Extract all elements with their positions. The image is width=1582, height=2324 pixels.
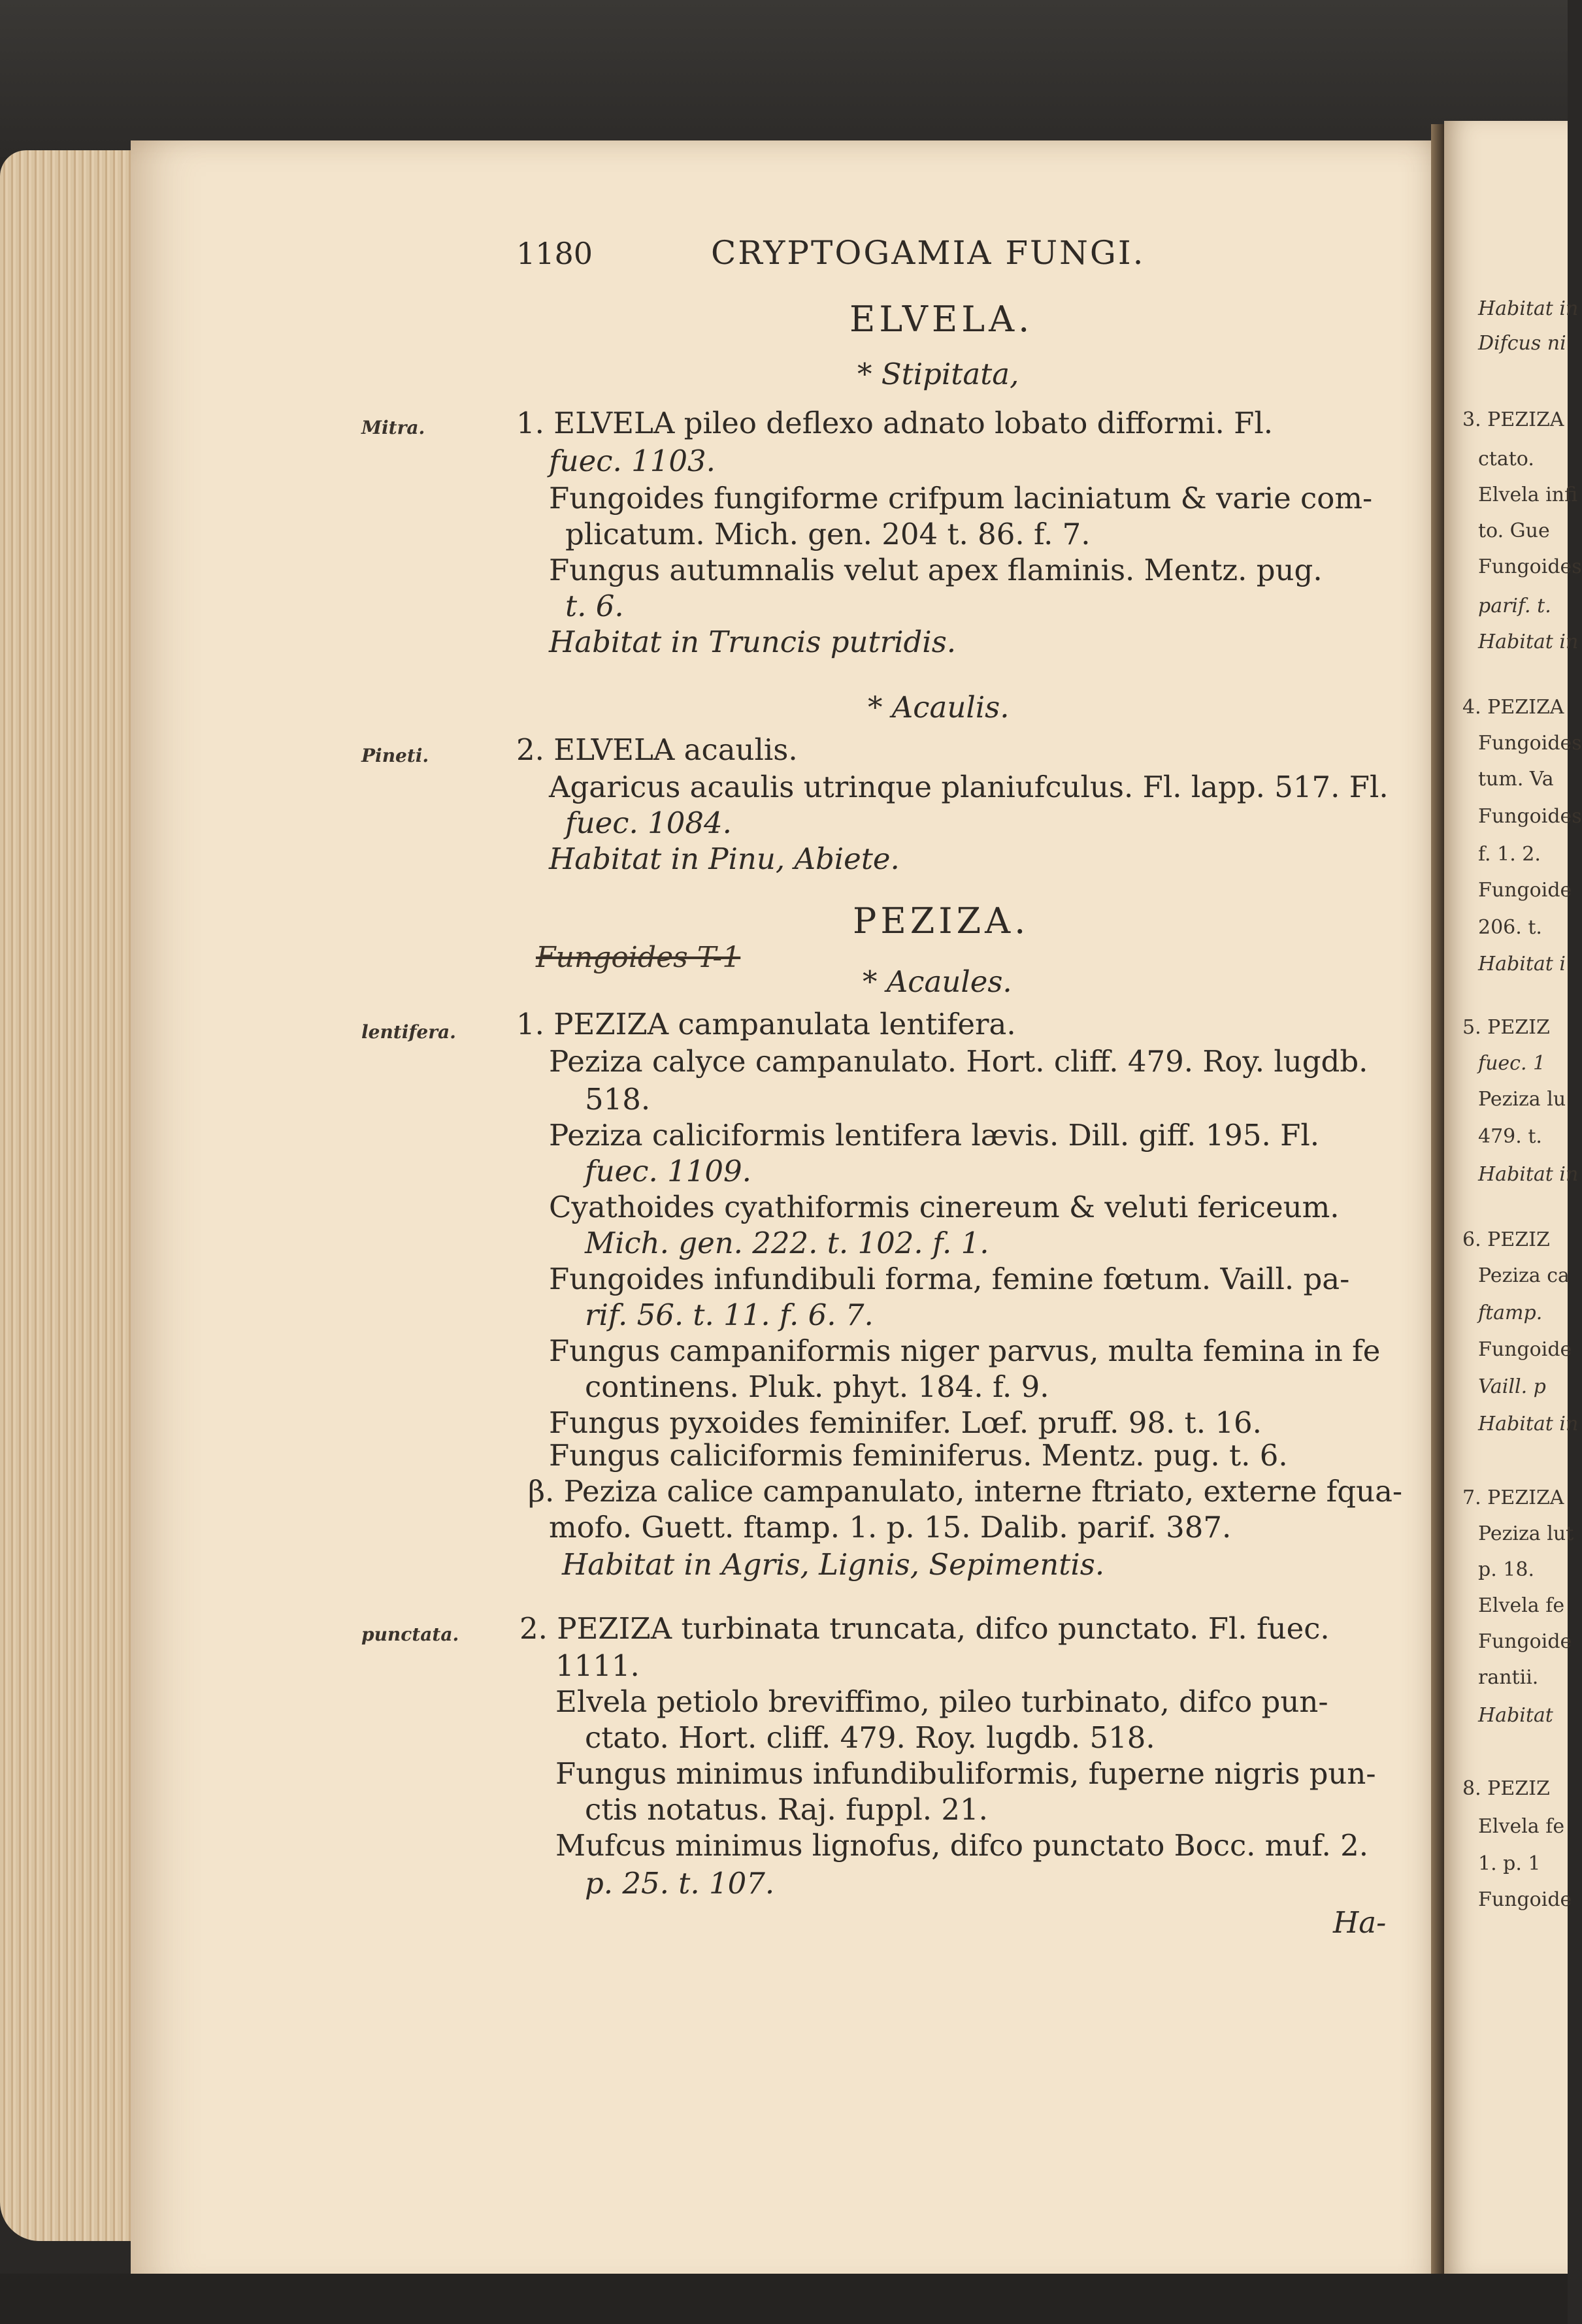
right-fragment: ftamp.	[1478, 1301, 1543, 1324]
right-fragment: Elvela infi	[1478, 483, 1578, 506]
right-fragment: Elvela fe	[1478, 1815, 1565, 1838]
right-fragment: Fungoides	[1478, 805, 1582, 828]
subheading-acaulis: * Acaulis.	[868, 690, 1010, 725]
entry-line: continens. Pluk. phyt. 184. f. 9.	[585, 1369, 1049, 1404]
right-fragment: rantii.	[1478, 1666, 1539, 1689]
right-fragment: Habitat in	[1478, 1163, 1579, 1186]
entry-line: mofo. Guett. ftamp. 1. p. 15. Dalib. parif. 387.	[549, 1510, 1232, 1545]
right-fragment: 5. PEZIZ	[1462, 1016, 1550, 1039]
right-fragment: Peziza ca	[1478, 1264, 1570, 1287]
habitat-line: Habitat in Truncis putridis.	[549, 625, 957, 659]
right-fragment: fuec. 1	[1478, 1052, 1546, 1075]
right-fragment: ctato.	[1478, 448, 1534, 470]
entry-line: Fungoides fungiforme crifpum laciniatum & varie com-	[549, 481, 1373, 516]
right-fragment: tum. Va	[1478, 768, 1554, 791]
entry-line: fuec. 1109.	[585, 1154, 751, 1188]
entry-line: ctato. Hort. cliff. 479. Roy. lugdb. 518.	[585, 1720, 1155, 1755]
right-fragment: Elvela fe	[1478, 1594, 1565, 1617]
bottom-shadow	[0, 2274, 1568, 2324]
right-fragment: 206. t.	[1478, 916, 1542, 939]
right-fragment: Habitat in	[1478, 1413, 1579, 1435]
right-fragment: Peziza lut	[1478, 1522, 1574, 1545]
right-fragment: Habitat	[1478, 1704, 1553, 1727]
background-shadow	[0, 0, 1568, 157]
entry-line: 2. PEZIZA turbinata truncata, difco punctato. Fl. fuec.	[519, 1611, 1330, 1646]
entry-line: 1111.	[555, 1648, 640, 1683]
right-fragment: Habitat in	[1478, 630, 1579, 653]
right-fragment: 7. PEZIZA	[1462, 1486, 1564, 1509]
right-fragment: 4. PEZIZA	[1462, 696, 1564, 719]
entry-line: rif. 56. t. 11. f. 6. 7.	[585, 1298, 874, 1332]
entry-line: p. 25. t. 107.	[585, 1866, 775, 1901]
right-fragment: Fungoide	[1478, 1630, 1572, 1653]
catchword: Ha-	[1333, 1905, 1387, 1940]
right-fragment: Fungoide	[1478, 1338, 1572, 1361]
genus-title-peziza: PEZIZA.	[853, 900, 1030, 941]
right-fragment: p. 18.	[1478, 1558, 1534, 1581]
entry-line: Peziza caliciformis lentifera lævis. Dill. giff. 195. Fl.	[549, 1118, 1320, 1153]
entry-line: plicatum. Mich. gen. 204 t. 86. f. 7.	[565, 517, 1091, 551]
margin-name-lentifera: lentifera.	[361, 1021, 456, 1043]
habitat-line: Habitat in Pinu, Abiete.	[549, 842, 900, 876]
right-fragment: Fungoides	[1478, 555, 1582, 578]
entry-line: Fungoides infundibuli forma, femine fœtum. Vaill. pa-	[549, 1262, 1350, 1296]
right-fragment: Habitat in	[1478, 297, 1579, 320]
entry-line: β. Peziza calice campanulato, interne ftriato, externe fqua-	[528, 1474, 1403, 1509]
right-fragment: Fungoides	[1478, 732, 1582, 755]
right-fragment: Fungoide	[1478, 879, 1572, 902]
margin-name-punctata: punctata.	[361, 1624, 459, 1645]
running-title: CRYPTOGAMIA FUNGI.	[711, 234, 1145, 272]
entry-line: Mich. gen. 222. t. 102. f. 1.	[585, 1226, 989, 1260]
right-fragment: parif. t.	[1478, 595, 1551, 617]
subheading-stipitata: * Stipitata,	[857, 357, 1019, 391]
entry-line: Fungus campaniformis niger parvus, multa femina in fe	[549, 1334, 1381, 1368]
entry-line: Fungus caliciformis feminiferus. Mentz. pug. t. 6.	[549, 1438, 1288, 1473]
right-page	[1444, 121, 1568, 2277]
entry-line: Fungus pyxoides feminifer. Lœf. pruff. 98. t. 16.	[549, 1405, 1262, 1440]
habitat-line: Habitat in Agris, Lignis, Sepimentis.	[562, 1547, 1105, 1582]
right-fragment: f. 1. 2.	[1478, 843, 1541, 866]
handwritten-note: Fungoides T-1	[536, 941, 741, 974]
right-fragment: Habitat i	[1478, 953, 1566, 975]
entry-line: 518.	[585, 1082, 651, 1117]
entry-line: fuec. 1103.	[549, 444, 716, 478]
right-fragment: Vaill. p	[1478, 1375, 1546, 1398]
entry-line: 1. PEZIZA campanulata lentifera.	[516, 1007, 1016, 1041]
page-number: 1180	[516, 236, 593, 271]
right-fragment: 479. t.	[1478, 1125, 1542, 1148]
entry-line: ctis notatus. Raj. fuppl. 21.	[585, 1792, 988, 1827]
right-fragment: 1. p. 1	[1478, 1852, 1541, 1875]
entry-line: Mufcus minimus lignofus, difco punctato Bocc. muf. 2.	[555, 1828, 1369, 1863]
entry-line: Fungus minimus infundibuliformis, fuperne nigris pun-	[555, 1756, 1376, 1791]
entry-line: Agaricus acaulis utrinque planiufculus. Fl. lapp. 517. Fl.	[549, 770, 1389, 804]
entry-line: Cyathoides cyathiformis cinereum & veluti fericeum.	[549, 1190, 1340, 1224]
genus-title-elvela: ELVELA.	[849, 299, 1034, 340]
margin-name-mitra: Mitra.	[361, 417, 425, 438]
entry-line: Peziza calyce campanulato. Hort. cliff. 479. Roy. lugdb.	[549, 1044, 1368, 1079]
subheading-acaules: * Acaules.	[863, 964, 1012, 999]
right-fragment: Fungoide	[1478, 1888, 1572, 1911]
right-fragment: to. Gue	[1478, 519, 1550, 542]
right-fragment: Difcus ni	[1478, 332, 1566, 355]
entry-line: 2. ELVELA acaulis.	[516, 732, 798, 767]
right-fragment: Peziza lu	[1478, 1088, 1566, 1111]
entry-line: Fungus autumnalis velut apex flaminis. Mentz. pug.	[549, 553, 1323, 587]
margin-name-pineti: Pineti.	[361, 745, 429, 766]
entry-line: fuec. 1084.	[565, 806, 732, 840]
right-fragment: 8. PEZIZ	[1462, 1777, 1550, 1800]
entry-line: Elvela petiolo breviffimo, pileo turbinato, difco pun-	[555, 1684, 1328, 1719]
right-fragment: 6. PEZIZ	[1462, 1228, 1550, 1251]
entry-line: 1. ELVELA pileo deflexo adnato lobato difformi. Fl.	[516, 406, 1274, 440]
entry-line: t. 6.	[565, 589, 624, 623]
right-fragment: 3. PEZIZA	[1462, 408, 1564, 431]
